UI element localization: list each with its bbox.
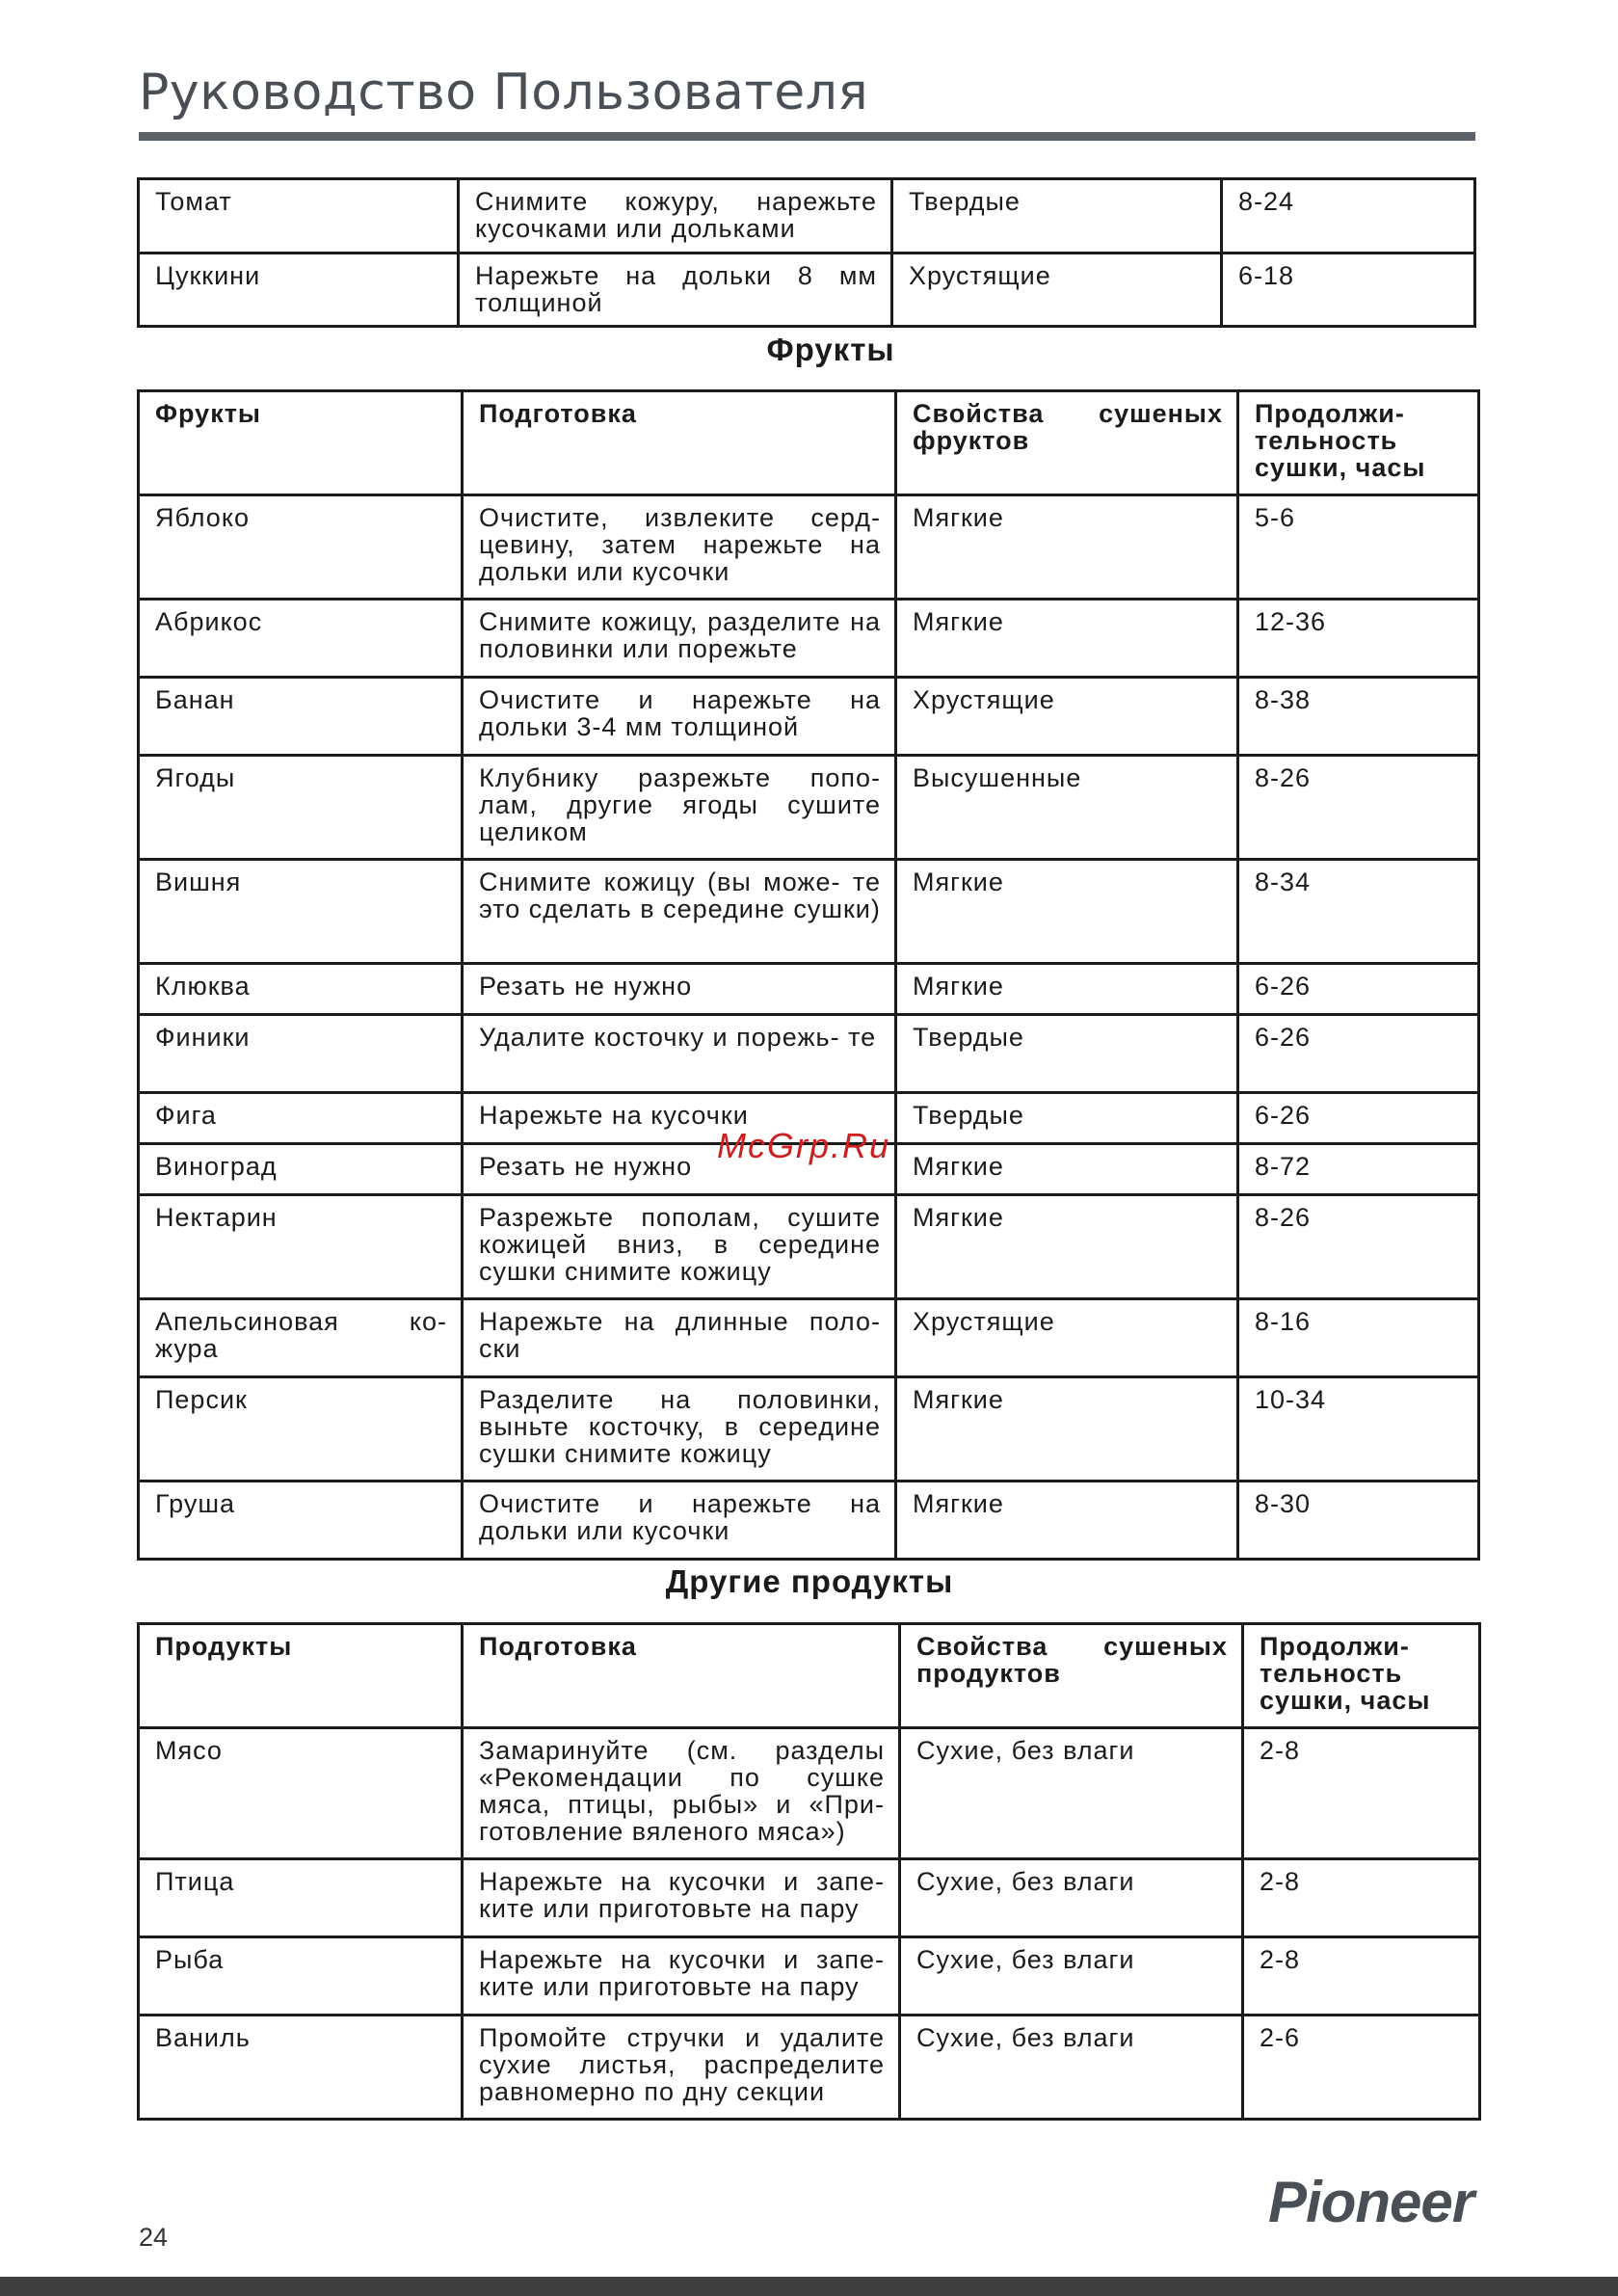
table-header-row <box>139 391 1479 495</box>
drying-time: 12-36 <box>1238 600 1479 678</box>
dried-properties: Мягкие <box>896 1377 1238 1482</box>
section-title-fruits: Фрукты <box>766 332 895 367</box>
drying-time: 5-6 <box>1238 495 1479 600</box>
page-number: 24 <box>139 2223 169 2252</box>
product-name: Нектарин <box>139 1195 463 1299</box>
section-title-other: Другие продукты <box>665 1563 954 1599</box>
drying-time: 6-18 <box>1222 254 1475 327</box>
drying-time: 8-30 <box>1238 1482 1479 1560</box>
header-divider <box>139 132 1475 141</box>
drying-time: 8-24 <box>1222 179 1475 254</box>
drying-time: 2-6 <box>1243 2016 1480 2120</box>
drying-time: 6-26 <box>1238 1093 1479 1144</box>
product-name: Вишня <box>139 860 463 964</box>
dried-properties: Сухие, без влаги <box>900 1937 1243 2016</box>
product-name: Томат <box>139 179 459 254</box>
bottom-border <box>0 2277 1618 2296</box>
product-name: Персик <box>139 1377 463 1482</box>
drying-time: 6-26 <box>1238 964 1479 1015</box>
drying-time: 2-8 <box>1243 1728 1480 1859</box>
table-row <box>139 179 1475 254</box>
product-name: Фига <box>139 1093 463 1144</box>
header-properties: Свойства сушеных продуктов <box>900 1624 1243 1728</box>
table-row <box>139 678 1479 756</box>
page-title: Руководство Пользователя <box>139 64 869 121</box>
table-row <box>139 860 1479 964</box>
product-name: Ягоды <box>139 756 463 860</box>
product-name: Груша <box>139 1482 463 1560</box>
table-row <box>139 1299 1479 1377</box>
pioneer-logo: Pioneer <box>1268 2170 1474 2234</box>
preparation: Нарежьте на кусочки и запе- ките или приготовьте на пару <box>463 1937 900 2016</box>
product-name: Абрикос <box>139 600 463 678</box>
preparation: Разделите на половинки, выньте косточку, в середине сушки снимите кожицу <box>463 1377 896 1482</box>
preparation: Нарежьте на длинные поло- ски <box>463 1299 896 1377</box>
dried-properties: Твердые <box>896 1093 1238 1144</box>
header-product: Продукты <box>139 1624 463 1728</box>
dried-properties: Мягкие <box>896 964 1238 1015</box>
table-row <box>139 600 1479 678</box>
table-row <box>139 1859 1480 1937</box>
preparation: Нарежьте на дольки 8 мм толщиной <box>459 254 892 327</box>
product-name: Яблоко <box>139 495 463 600</box>
dried-properties: Мягкие <box>896 1144 1238 1195</box>
dried-properties: Хрустящие <box>892 254 1222 327</box>
header-product: Фрукты <box>139 391 463 495</box>
table-row <box>139 2016 1480 2120</box>
dried-properties: Мягкие <box>896 495 1238 600</box>
preparation: Очистите и нарежьте на дольки или кусочки <box>463 1482 896 1560</box>
other-products-table <box>137 1622 1481 2121</box>
header-preparation: Подготовка <box>463 391 896 495</box>
drying-time: 8-16 <box>1238 1299 1479 1377</box>
header-properties: Свойства сушеных фруктов <box>896 391 1238 495</box>
table-row <box>139 1937 1480 2016</box>
preparation: Удалите косточку и порежь- те <box>463 1015 896 1093</box>
product-name: Виноград <box>139 1144 463 1195</box>
preparation: Нарежьте на кусочки <box>463 1093 896 1144</box>
drying-time: 8-34 <box>1238 860 1479 964</box>
product-name: Банан <box>139 678 463 756</box>
preparation: Клубнику разрежьте попо- лам, другие ягоды сушите целиком <box>463 756 896 860</box>
product-name: Клюква <box>139 964 463 1015</box>
product-name: Птица <box>139 1859 463 1937</box>
dried-properties: Мягкие <box>896 1195 1238 1299</box>
table-row <box>139 1377 1479 1482</box>
dried-properties: Сухие, без влаги <box>900 1728 1243 1859</box>
preparation: Резать не нужно <box>463 1144 896 1195</box>
table-row <box>139 1015 1479 1093</box>
table-row <box>139 756 1479 860</box>
table-row <box>139 1728 1480 1859</box>
table-row <box>139 254 1475 327</box>
preparation: Промойте стручки и удалите сухие листья, распределите равномерно по дну секции <box>463 2016 900 2120</box>
watermark-text: McGrp.Ru <box>717 1126 891 1165</box>
preparation: Снимите кожицу (вы може- те это сделать в середине сушки) <box>463 860 896 964</box>
fruits-table <box>137 389 1480 1561</box>
header-preparation: Подготовка <box>463 1624 900 1728</box>
drying-time: 10-34 <box>1238 1377 1479 1482</box>
product-name: Цуккини <box>139 254 459 327</box>
preparation: Замаринуйте (см. разделы «Рекомендации по сушке мяса, птицы, рыбы» и «При- готовление вяленого мяса») <box>463 1728 900 1859</box>
table-row <box>139 495 1479 600</box>
product-name: Ваниль <box>139 2016 463 2120</box>
dried-properties: Мягкие <box>896 860 1238 964</box>
preparation: Снимите кожуру, нарежьте кусочками или дольками <box>459 179 892 254</box>
preparation: Нарежьте на кусочки и запе- ките или приготовьте на пару <box>463 1859 900 1937</box>
preparation: Снимите кожицу, разделите на половинки или порежьте <box>463 600 896 678</box>
drying-time: 2-8 <box>1243 1937 1480 2016</box>
dried-properties: Твердые <box>892 179 1222 254</box>
table-header-row <box>139 1624 1480 1728</box>
drying-time: 6-26 <box>1238 1015 1479 1093</box>
drying-time: 8-26 <box>1238 1195 1479 1299</box>
dried-properties: Твердые <box>896 1015 1238 1093</box>
drying-time: 8-72 <box>1238 1144 1479 1195</box>
dried-properties: Хрустящие <box>896 678 1238 756</box>
dried-properties: Мягкие <box>896 1482 1238 1560</box>
table-row <box>139 1195 1479 1299</box>
table-row <box>139 1482 1479 1560</box>
product-name: Финики <box>139 1015 463 1093</box>
drying-time: 8-26 <box>1238 756 1479 860</box>
product-name: Апельсиновая ко- жура <box>139 1299 463 1377</box>
table-row <box>139 964 1479 1015</box>
dried-properties: Хрустящие <box>896 1299 1238 1377</box>
preparation: Очистите и нарежьте на дольки 3-4 мм толщиной <box>463 678 896 756</box>
header-drying-time: Продолжи- тельность сушки, часы <box>1243 1624 1480 1728</box>
preparation: Разрежьте пополам, сушите кожицей вниз, в середине сушки снимите кожицу <box>463 1195 896 1299</box>
header-drying-time: Продолжи- тельность сушки, часы <box>1238 391 1479 495</box>
drying-time: 2-8 <box>1243 1859 1480 1937</box>
drying-time: 8-38 <box>1238 678 1479 756</box>
preparation: Очистите, извлеките серд- цевину, затем нарежьте на дольки или кусочки <box>463 495 896 600</box>
dried-properties: Сухие, без влаги <box>900 1859 1243 1937</box>
product-name: Рыба <box>139 1937 463 2016</box>
preparation: Резать не нужно <box>463 964 896 1015</box>
dried-properties: Высушенные <box>896 756 1238 860</box>
product-name: Мясо <box>139 1728 463 1859</box>
dried-properties: Мягкие <box>896 600 1238 678</box>
dried-properties: Сухие, без влаги <box>900 2016 1243 2120</box>
vegetables-table <box>137 177 1476 328</box>
